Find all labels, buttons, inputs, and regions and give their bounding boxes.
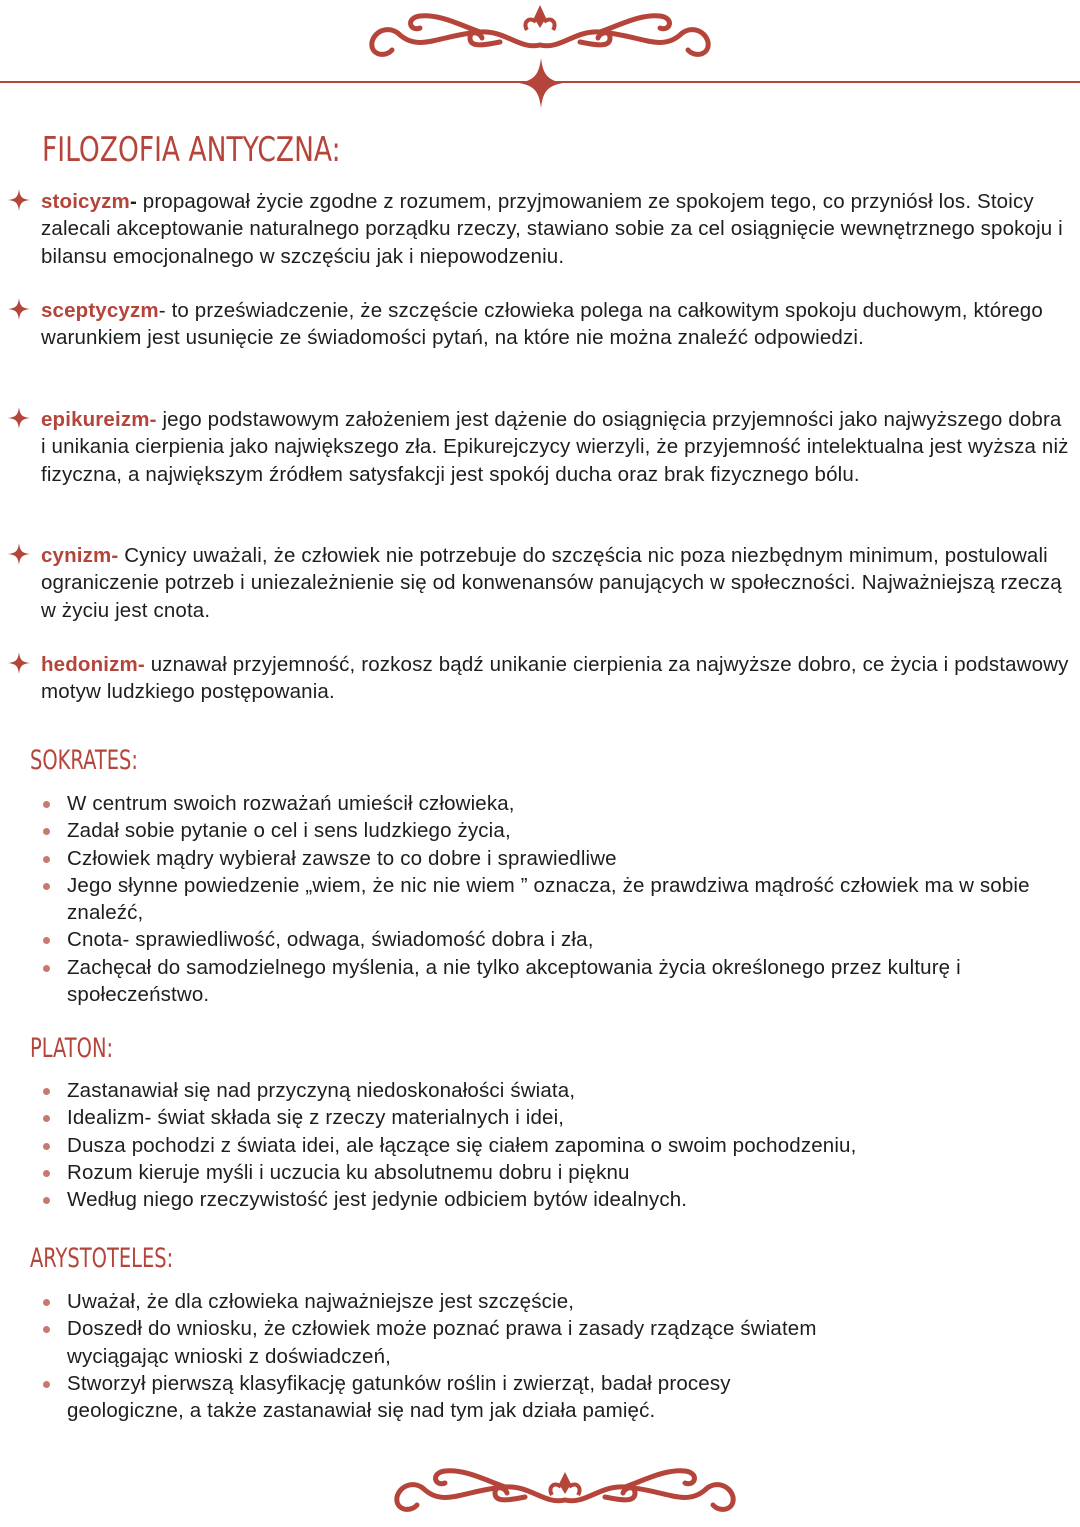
sokrates-list xyxy=(0,790,1070,1008)
list-item: Według niego rzeczywistość jest jedynie odbiciem bytów idealnych. xyxy=(0,1186,1070,1213)
dot-bullet-icon xyxy=(43,1381,50,1388)
section-title-sokrates: SOKRATES: xyxy=(30,745,138,776)
header-star-icon xyxy=(519,58,563,108)
list-item: Zastanawiał się nad przyczyną niedoskonałości świata, xyxy=(0,1077,1070,1104)
school-description: jego podstawowym założeniem jest dążenie do osiągnięcia przyjemności jako najwyższego dobra i unikania cierpienia jako największego zła. Epikurejczycy wierzyli, że przyjemność intelektualna jest wyższa niż fizyczna, a największym źródłem satysfakcji jest spokój ducha oraz brak fizycznego bólu. xyxy=(41,408,1069,486)
four-point-star-icon xyxy=(8,298,30,320)
list-item: Rozum kieruje myśli i uczucia ku absolutnemu dobru i pięknu xyxy=(0,1159,1070,1186)
dot-bullet-icon xyxy=(43,856,50,863)
school-name: cynizm xyxy=(41,544,112,567)
dot-bullet-icon xyxy=(43,1115,50,1122)
dot-bullet-icon xyxy=(43,1197,50,1204)
dot-bullet-icon xyxy=(43,828,50,835)
page-title: FILOZOFIA ANTYCZNA: xyxy=(42,130,341,170)
school-name: sceptycyzm xyxy=(41,299,159,322)
school-stoicyzm: stoicyzm- propagował życie zgodne z rozumem, przyjmowaniem ze spokojem tego, co przyniósł los. Stoicy zalecali akceptowanie naturalnego porządku rzeczy, stawiano sobie za cel osiągnięcie wewnętrznego spokoju i bilansu emocjonalnego w szczęściu jak i niepowodzeniu. xyxy=(0,188,1070,270)
school-description: to przeświadczenie, że szczęście człowieka polega na całkowitym spokoju duchowym, którego warunkiem jest usunięcie ze świadomości pytań, na które nie można znaleźć odpowiedzi. xyxy=(41,299,1043,350)
school-description: Cynicy uważali, że człowiek nie potrzebuje do szczęścia nic poza niezbędnym minimum, postulowali ograniczenie potrzeb i uniezależnienie się od konwenansów panujących w społeczności. Najważniejszą rzeczą w życiu jest cnota. xyxy=(41,544,1062,622)
dot-bullet-icon xyxy=(43,1088,50,1095)
list-item: Stworzył pierwszą klasyfikację gatunków roślin i zwierząt, badał procesy geologiczne, a także zastanawiał się nad tym jak działa pamięć. xyxy=(0,1370,830,1425)
section-title-platon: PLATON: xyxy=(30,1033,114,1064)
platon-list xyxy=(0,1077,1070,1213)
bottom-flourish-ornament-icon xyxy=(0,1465,1080,1527)
dot-bullet-icon xyxy=(43,801,50,808)
list-item: Cnota- sprawiedliwość, odwaga, świadomość dobra i zła, xyxy=(0,926,1070,953)
section-title-arystoteles: ARYSTOTELES: xyxy=(30,1243,174,1274)
dot-bullet-icon xyxy=(43,937,50,944)
dot-bullet-icon xyxy=(43,883,50,890)
school-description: uznawał przyjemność, rozkosz bądź unikanie cierpienia za najwyższe dobro, ce życia i podstawowy motyw ludzkiego postępowania. xyxy=(41,653,1069,704)
school-epikureizm: epikureizm- jego podstawowym założeniem jest dążenie do osiągnięcia przyjemności jako najwyższego dobra i unikania cierpienia jako największego zła. Epikurejczycy wierzyli, że przyjemność intelektualna jest wyższa niż fizyczna, a największym źródłem satysfakcji jest spokój ducha oraz brak fizycznego bólu. xyxy=(0,406,1070,488)
list-item: Dusza pochodzi z świata idei, ale łączące się ciałem zapomina o swoim pochodzeniu, xyxy=(0,1132,1070,1159)
list-item: Idealizm- świat składa się z rzeczy materialnych i idei, xyxy=(0,1104,1070,1131)
list-item: Uważał, że dla człowieka najważniejsze jest szczęście, xyxy=(0,1288,830,1315)
school-name: hedonizm xyxy=(41,653,138,676)
dot-bullet-icon xyxy=(43,965,50,972)
school-name: stoicyzm xyxy=(41,190,130,213)
school-hedonizm: hedonizm- uznawał przyjemność, rozkosz bądź unikanie cierpienia za najwyższe dobro, ce życia i podstawowy motyw ludzkiego postępowania. xyxy=(0,651,1070,706)
four-point-star-icon xyxy=(8,407,30,429)
school-name: epikureizm xyxy=(41,408,150,431)
school-cynizm: cynizm- Cynicy uważali, że człowiek nie potrzebuje do szczęścia nic poza niezbędnym minimum, postulowali ograniczenie potrzeb i uniezależnienie się od konwenansów panujących w społeczności. Najważniejszą rzeczą w życiu jest cnota. xyxy=(0,542,1070,624)
dot-bullet-icon xyxy=(43,1170,50,1177)
list-item: Doszedł do wniosku, że człowiek może poznać prawa i zasady rządzące światem wyciągając wnioski z doświadczeń, xyxy=(0,1315,830,1370)
four-point-star-icon xyxy=(8,543,30,565)
list-item: Zadał sobie pytanie o cel i sens ludzkiego życia, xyxy=(0,817,1070,844)
list-item: Jego słynne powiedzenie „wiem, że nic nie wiem ” oznacza, że prawdziwa mądrość człowiek ma w sobie znaleźć, xyxy=(0,872,1070,927)
list-item: Człowiek mądry wybierał zawsze to co dobre i sprawiedliwe xyxy=(0,845,1070,872)
dot-bullet-icon xyxy=(43,1143,50,1150)
arystoteles-list xyxy=(0,1288,830,1424)
dot-bullet-icon xyxy=(43,1326,50,1333)
four-point-star-icon xyxy=(8,652,30,674)
four-point-star-icon xyxy=(8,189,30,211)
school-sceptycyzm: sceptycyzm- to przeświadczenie, że szczęście człowieka polega na całkowitym spokoju duchowym, którego warunkiem jest usunięcie ze świadomości pytań, na które nie można znaleźć odpowiedzi. xyxy=(0,297,1070,352)
dot-bullet-icon xyxy=(43,1299,50,1306)
list-item: W centrum swoich rozważań umieścił człowieka, xyxy=(0,790,1070,817)
list-item: Zachęcał do samodzielnego myślenia, a nie tylko akceptowania życia określonego przez kulturę i społeczeństwo. xyxy=(0,954,1070,1009)
school-description: propagował życie zgodne z rozumem, przyjmowaniem ze spokojem tego, co przyniósł los. Stoicy zalecali akceptowanie naturalnego porządku rzeczy, stawiano sobie za cel osiągnięcie wewnętrznego spokoju i bilansu emocjonalnego w szczęściu jak i niepowodzeniu. xyxy=(41,190,1063,268)
